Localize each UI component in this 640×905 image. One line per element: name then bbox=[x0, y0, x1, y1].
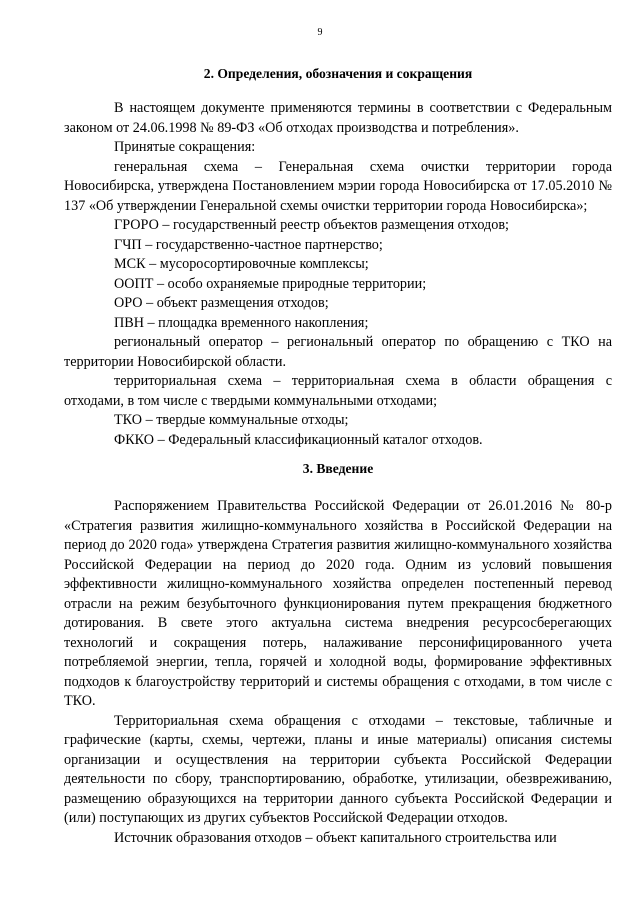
abbrev-groro: ГРОРО – государственный реестр объектов размещения отходов; bbox=[114, 217, 509, 233]
section-2-heading: 2. Определения, обозначения и сокращения bbox=[203, 66, 473, 81]
abbrev-territorial-scheme: территориальная схема – территориальная схема в области обращения с отходами, в том числе с твердыми коммунальными отходами; bbox=[64, 373, 612, 409]
section-3-body bbox=[64, 497, 612, 848]
abbrev-msk: МСК – мусоросортировочные комплексы; bbox=[114, 256, 369, 272]
paragraph-waste-source: Источник образования отходов – объект капитального строительства или bbox=[114, 829, 557, 846]
abbrev-gchp: ГЧП – государственно-частное партнерство; bbox=[114, 236, 383, 253]
abbrev-fkko: ФККО – Федеральный классификационный каталог отходов. bbox=[114, 431, 483, 448]
section-3-heading: 3. Введение bbox=[302, 461, 374, 476]
paragraph-abbrev-intro: Принятые сокращения: bbox=[114, 139, 256, 155]
paragraph-territorial-scheme: Территориальная схема обращения с отходами – текстовые, табличные и графические (карты, схемы, чертежи, планы и иные материалы) описания системы организации и осуществления на территории субъекта Российской Федерации деятельности по сбору, транспортированию, обработке, утилизации, обезвреживанию, размещению образующихся на территории данного субъекта Российской Федерации и (или) поступающих из других субъектов Российской Федерации отходов. bbox=[64, 712, 612, 826]
abbrev-tko: ТКО – твердые коммунальные отходы; bbox=[114, 412, 349, 428]
abbrev-general-scheme: генеральная схема – Генеральная схема очистки территории города Новосибирска, утверждена Постановлением мэрии города Новосибирска от 17.05.2010 № 137 «Об утверждении Генеральной схемы очистки территории города Новосибирска»; bbox=[64, 158, 612, 214]
abbrev-oro: ОРО – объект размещения отходов; bbox=[114, 295, 329, 311]
paragraph-terms-intro: В настоящем документе применяются термины в соответствии с Федеральным законом от 24.06.1998 № 89-ФЗ «Об отходах производства и потребления». bbox=[64, 100, 612, 136]
abbrev-oopt: ООПТ – особо охраняемые природные территории; bbox=[114, 275, 427, 292]
page-number: 9 bbox=[317, 27, 323, 38]
abbrev-pvn: ПВН – площадка временного накопления; bbox=[114, 314, 369, 331]
section-2-body bbox=[64, 99, 612, 450]
abbrev-regional-operator: региональный оператор – региональный оператор по обращению с ТКО на территории Новосибирской области. bbox=[64, 334, 612, 370]
paragraph-strategy: Распоряжением Правительства Российской Федерации от 26.01.2016 № 80-р «Стратегия развития жилищно-коммунального хозяйства в Российской Федерации на период до 2020 года» утверждена Стратегия развития жилищно-коммунального хозяйства Российской Федерации на период до 2020 года. Одним из условий повышения эффективности жилищно-коммунального хозяйства определен постепенный перевод отрасли на режим безубыточного функционирования путем прекращения бюджетного дотирования. В свете этого актуальна система внедрения ресурсосберегающих технологий и сокращения потерь, налаживание персонифицированного учета потребляемой энергии, тепла, горячей и холодной воды, формирование эффективных подходов к благоустройству территорий и системы обращения с отходами, в том числе с ТКО. bbox=[64, 498, 612, 709]
